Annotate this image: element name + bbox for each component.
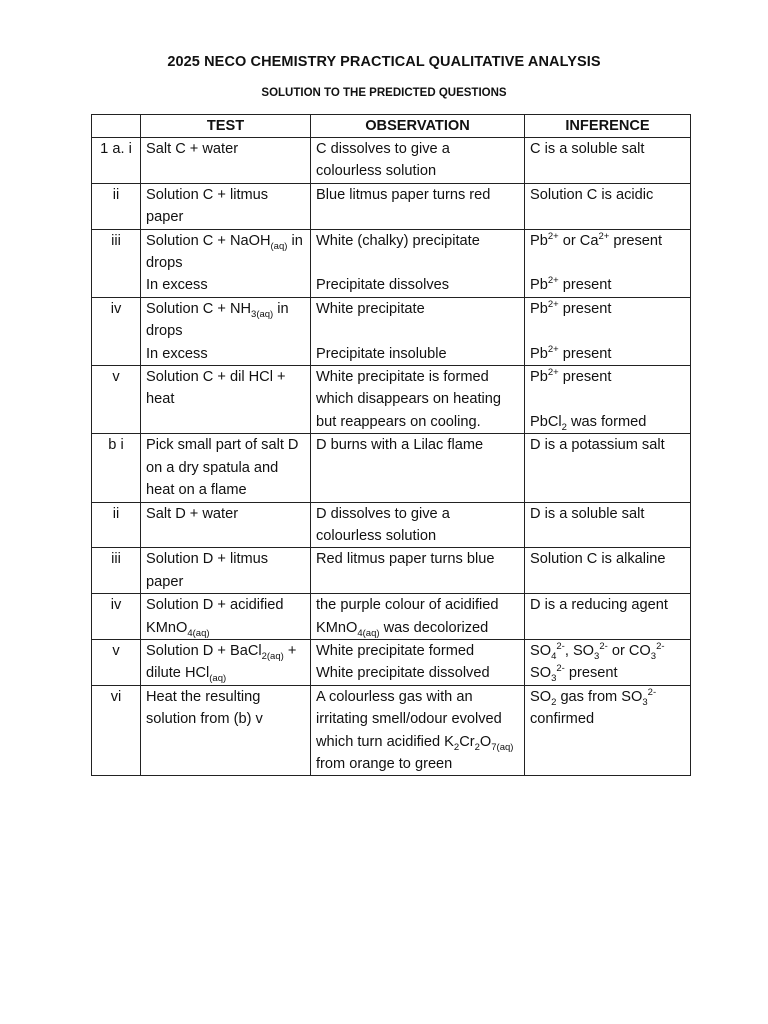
inference-cell: Solution C is acidic (525, 183, 691, 229)
table-row (92, 502, 691, 548)
test-cell: Solution D + BaCl$_{2(aq)}$ + dilute HCl$_{(aq)}$ (141, 639, 311, 685)
row-number: b i (92, 434, 141, 502)
inference-cell: D is a soluble salt (525, 502, 691, 548)
observation-cell: D burns with a Lilac flame (311, 434, 525, 502)
row-number: v (92, 639, 141, 685)
observation-cell: Red litmus paper turns blue (311, 548, 525, 594)
test-cell: Solution D + litmus paper (141, 548, 311, 594)
inference-cell: $SO_2$ gas from $SO_3^{2-}$ confirmed (525, 685, 691, 776)
row-number: ii (92, 183, 141, 229)
row-number: iv (92, 297, 141, 365)
row-number: ii (92, 502, 141, 548)
observation-cell: White precipitate formed White precipitate dissolved (311, 639, 525, 685)
inference-cell: $Pb^{2+}$ present (525, 343, 691, 366)
inference-cell: $Pb^{2+}$ present PbCl$_2$ was formed (525, 366, 691, 434)
table-row (92, 366, 691, 434)
table-row (92, 434, 691, 502)
test-cell: In excess (141, 274, 311, 297)
table-row (92, 229, 691, 274)
test-cell: In excess (141, 343, 311, 366)
observation-cell: Precipitate insoluble (311, 343, 525, 366)
table-row (92, 297, 691, 342)
table-row (92, 594, 691, 640)
inference-cell: D is a potassium salt (525, 434, 691, 502)
inference-cell: $Pb^{2+}$ present (525, 274, 691, 297)
test-cell: Solution $C + NH_{3(aq)}$ in drops (141, 297, 311, 342)
table-row (92, 639, 691, 685)
table-row-continuation (92, 274, 691, 297)
column-header-observation: OBSERVATION (311, 115, 525, 138)
column-header-number (92, 115, 141, 138)
table-row (92, 183, 691, 229)
inference-cell: Solution C is alkaline (525, 548, 691, 594)
observation-cell: D dissolves to give a colourless solution (311, 502, 525, 548)
observation-cell: C dissolves to give a colourless solution (311, 138, 525, 184)
qualitative-analysis-table (91, 114, 691, 776)
table-row (92, 548, 691, 594)
test-cell: Solution C + NaOH$_{(aq)}$ in drops (141, 229, 311, 274)
row-number: iii (92, 548, 141, 594)
test-cell: Solution C + litmus paper (141, 183, 311, 229)
observation-cell: Blue litmus paper turns red (311, 183, 525, 229)
document-title: 2025 NECO CHEMISTRY PRACTICAL QUALITATIVE ANALYSIS (167, 54, 601, 70)
observation-cell: Precipitate dissolves (311, 274, 525, 297)
column-header-inference: INFERENCE (525, 115, 691, 138)
table-header-row (92, 115, 691, 138)
row-number: v (92, 366, 141, 434)
observation-cell: A colourless gas with an irritating smell/odour evolved which turn acidified $K_2Cr_2O_{7(aq)}$ from orange to green (311, 685, 525, 776)
observation-cell: White precipitate (311, 297, 525, 342)
column-header-test: TEST (141, 115, 311, 138)
observation-cell: White precipitate is formed which disappears on heating but reappears on cooling. (311, 366, 525, 434)
inference-cell: $Pb^{2+}$ or $Ca^{2+}$ present (525, 229, 691, 274)
inference-cell: D is a reducing agent (525, 594, 691, 640)
test-cell: Pick small part of salt D on a dry spatula and heat on a flame (141, 434, 311, 502)
row-number: vi (92, 685, 141, 776)
row-number: iii (92, 229, 141, 297)
row-number: iv (92, 594, 141, 640)
inference-cell: C is a soluble salt (525, 138, 691, 184)
test-cell: Solution C + dil HCl + heat (141, 366, 311, 434)
observation-cell: the purple colour of acidified KMnO$_{4(aq)}$ was decolorized (311, 594, 525, 640)
document-subtitle: SOLUTION TO THE PREDICTED QUESTIONS (261, 87, 507, 99)
inference-cell: $SO_4^{2-}$, $SO_3^{2-}$ or $CO_3^{2-}$ $SO_3^{2-}$ present (525, 639, 691, 685)
observation-cell: White (chalky) precipitate (311, 229, 525, 274)
test-cell: Solution D + acidified KMnO$_{4(aq)}$ (141, 594, 311, 640)
test-cell: Heat the resulting solution from (b) v (141, 685, 311, 776)
test-cell: Salt D + water (141, 502, 311, 548)
inference-cell: $Pb^{2+}$ present (525, 297, 691, 342)
row-number: 1 a. i (92, 138, 141, 184)
test-cell: Salt C + water (141, 138, 311, 184)
table-row (92, 685, 691, 776)
table-row (92, 138, 691, 184)
table-row-continuation (92, 343, 691, 366)
